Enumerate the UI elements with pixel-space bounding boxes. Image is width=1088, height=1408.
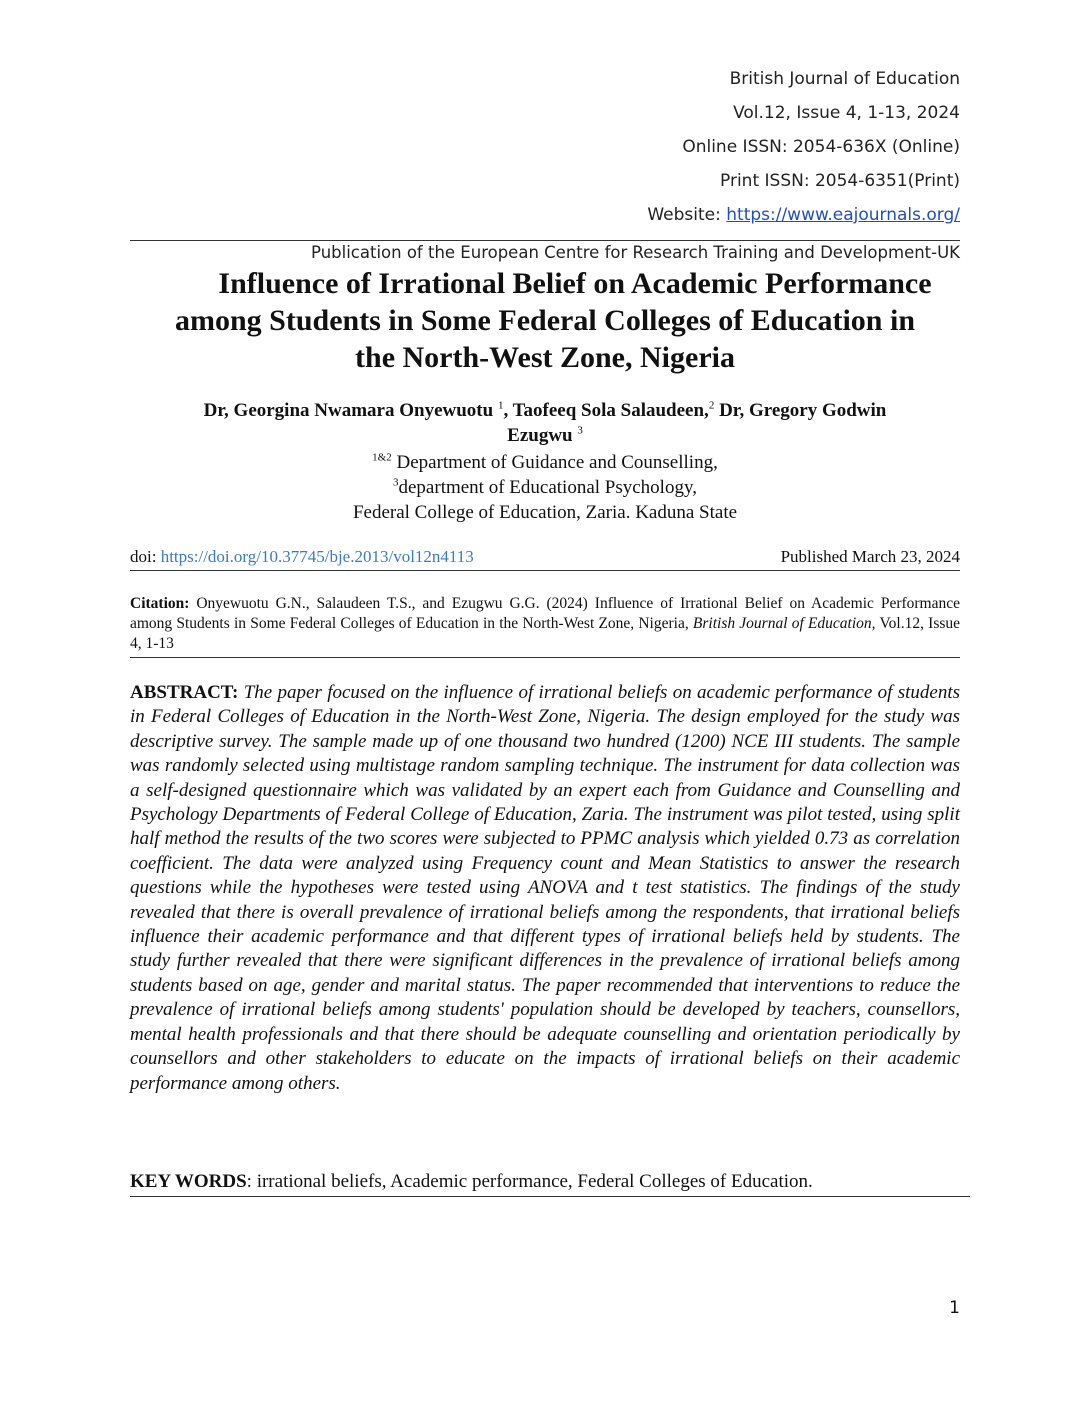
website-line [440, 198, 960, 232]
abstract-label: ABSTRACT: [130, 682, 239, 703]
author-2: , Taofeeq Sola Salaudeen, [503, 400, 709, 421]
paper-title [130, 265, 960, 376]
doi-label: doi: [130, 547, 161, 566]
citation-journal: British Journal of Education, [692, 615, 876, 632]
journal-header [440, 62, 960, 232]
citation-text-end: Vol.12, Issue 4, 1-13 [130, 615, 961, 652]
affil-1: Department of Guidance and Counselling, [391, 452, 718, 473]
author-2-sup: 2 [708, 399, 715, 412]
affil-3: Federal College of Education, Zaria. Kaduna State [352, 502, 738, 523]
author-1: Dr, Georgina Nwamara Onyewuotu [203, 400, 498, 421]
author-3-sup: 3 [577, 424, 583, 437]
affil-2-sup: 3 [393, 476, 399, 489]
affil-1-sup: 1&2 [372, 451, 392, 464]
online-issn: Online ISSN: 2054-636X (Online) [682, 137, 960, 157]
website-link[interactable]: https://www.eajournals.org/ [726, 205, 960, 225]
print-issn: Print ISSN: 2054-6351(Print) [720, 171, 960, 191]
affiliations [130, 448, 960, 525]
citation-text: Onyewuotu G.N., Salaudeen T.S., and Ezugwu G.G. (2024) Influence of Irrational Belief on Academic Performance among Students in Some Federal Colleges of Education in the North-West Zone, Nigeria, [130, 595, 960, 632]
citation-label: Citation: [130, 595, 190, 612]
doi-link[interactable]: https://doi.org/10.37745/bje.2013/vol12n4113 [160, 547, 474, 566]
keywords-label: KEY WORDS [130, 1171, 247, 1192]
website-label: Website: [647, 205, 727, 225]
affil-2: department of Educational Psychology, [398, 477, 697, 498]
journal-name: British Journal of Education [729, 69, 960, 89]
keywords [130, 1170, 970, 1197]
authors [130, 398, 960, 448]
publication-line: Publication of the European Centre for Research Training and Development-UK [130, 240, 960, 265]
citation [130, 594, 960, 658]
title-line-3: the North-West Zone, Nigeria [355, 341, 735, 374]
author-1-sup: 1 [497, 399, 504, 412]
doi [130, 546, 474, 568]
journal-volume: Vol.12, Issue 4, 1-13, 2024 [733, 103, 960, 123]
abstract-text: The paper focused on the influence of irrational beliefs on academic performance of students in Federal Colleges of Education in the North-West Zone, Nigeria. The design employed for the study was descriptive survey. The sample made up of one thousand two hundred (1200) NCE III students. The sample was randomly selected using multistage random sampling technique. The instrument for data collection was a self-designed questionnaire which was validated by an expert each from Guidance and Counselling and Psychology Departments of Federal College of Education, Zaria. The instrument was pilot tested, using split half method the results of the two scores were subjected to PPMC analysis which yielded 0.73 as correlation coefficient. The data were analyzed using Frequency count and Mean Statistics to answer the research questions while the hypotheses were tested using ANOVA and t test statistics. The findings of the study revealed that there is overall prevalence of irrational beliefs among the respondents, that irrational beliefs influence their academic performance and that different types of irrational beliefs held by students. The study further revealed that there were significant differences in the prevalence of irrational beliefs among students based on age, gender and marital status. The paper recommended that interventions to reduce the prevalence of irrational beliefs among students' population should be developed by teachers, counsellors, mental health professionals and that there should be adequate counselling and orientation periodically by counsellors and other stakeholders to educate on the impacts of irrational beliefs on their academic performance among others. [130, 682, 960, 1094]
page-number: 1 [949, 1298, 960, 1318]
keywords-text: : irrational beliefs, Academic performance, Federal Colleges of Education. [246, 1171, 813, 1192]
title-line-1: Influence of Irrational Belief on Academic Performance [218, 267, 932, 300]
author-3: Dr, Gregory Godwin [714, 400, 887, 421]
author-3-surname: Ezugwu [507, 425, 578, 446]
title-line-2: among Students in Some Federal Colleges of Education in [174, 304, 916, 337]
published-date: Published March 23, 2024 [780, 547, 960, 566]
doi-row [130, 546, 960, 571]
abstract [130, 681, 960, 1096]
